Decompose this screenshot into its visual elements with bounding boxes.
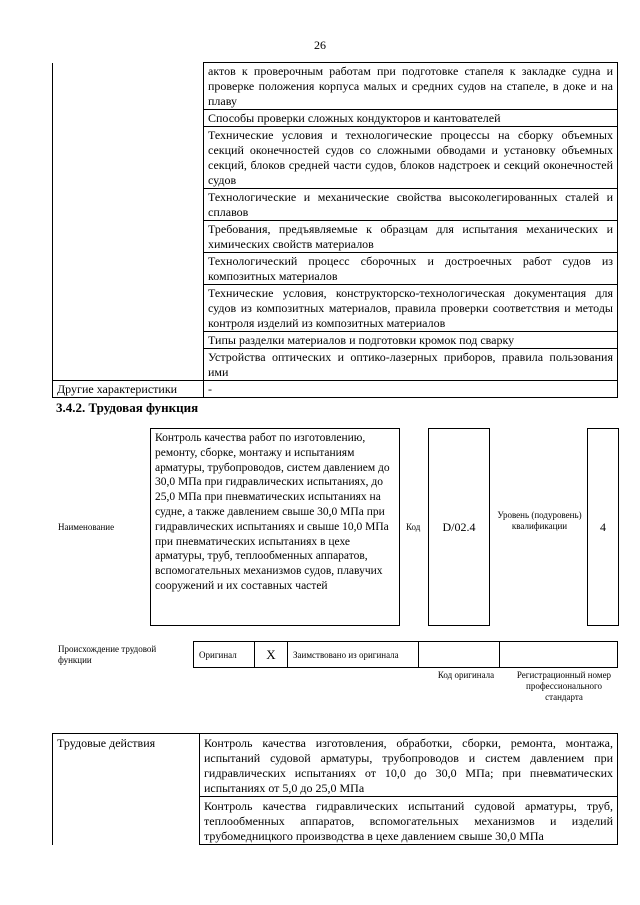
- level-label: Уровень (подуровень) квалификации: [497, 510, 582, 531]
- knowledge-label-cell: [53, 63, 204, 381]
- other-characteristics-value: -: [204, 381, 618, 398]
- code-original-caption: Код оригинала: [437, 670, 495, 680]
- function-name-box: Контроль качества работ по изготовлению, ремонту, сборке, монтажу и испытаниям арматуры, трубопроводов, систем давлением до 30,0 МПа при гидравлических испытаниях, до 25,0 МПа при пневматических испытаниях на судне, а также давлением свыше 30,0 МПа при гидравлических испытаниях и свыше 10,0 МПа при пневматических испытаниях в цехе арматуры, труб, теплообменных аппаратов, вспомогательных механизмов судов, плавучих сооружений и их составных частей: [150, 428, 400, 626]
- reg-number-caption: Регистрационный номер профессионального стандарта: [516, 670, 612, 702]
- knowledge-table: [52, 62, 618, 398]
- code-original-cell: [419, 642, 500, 668]
- knowledge-row: Технические условия и технологические процессы на сборку объемных секций оконечностей судов со сложными обводами и установку объемных секций, блоков средней части судов, блоков надстроек и секций оконечностей судов: [204, 127, 618, 189]
- other-characteristics-label: Другие характеристики: [53, 381, 204, 398]
- code-label: Код: [406, 522, 421, 532]
- original-mark: X: [255, 642, 288, 668]
- function-code-value: D/02.4: [442, 519, 476, 534]
- knowledge-row: Устройства оптических и оптико-лазерных приборов, правила пользования ими: [204, 349, 618, 381]
- knowledge-row: Технические условия, конструкторско-технологическая документация для судов из композитных материалов, правила проверки соответствия и методы контроля изделий из композитных материалов: [204, 285, 618, 332]
- reg-number-cell: [500, 642, 618, 668]
- function-code-box: [428, 428, 490, 626]
- action-row: Контроль качества изготовления, обработки, сборки, ремонта, монтажа, испытаний судовой арматуры, трубопроводов и систем давлением при гидравлических испытаниях от 10,0 до 30,0 МПа; при пневматических испытаниях от 5,0 до 25,0 МПа: [200, 734, 618, 797]
- knowledge-row: Требования, предъявляемые к образцам для испытания механических и химических свойств материалов: [204, 221, 618, 253]
- origin-table: [193, 641, 618, 668]
- actions-table: [52, 733, 618, 845]
- origin-label: Происхождение трудовой функции: [58, 644, 157, 665]
- knowledge-row: Технологический процесс сборочных и достроечных работ судов из композитных материалов: [204, 253, 618, 285]
- name-label: Наименование: [58, 522, 115, 532]
- knowledge-row: Способы проверки сложных кондукторов и кантователей: [204, 110, 618, 127]
- level-box: [587, 428, 619, 626]
- borrowed-label: Заимствовано из оригинала: [288, 642, 419, 668]
- knowledge-row: Типы разделки материалов и подготовки кромок под сварку: [204, 332, 618, 349]
- level-value: 4: [600, 519, 606, 534]
- page-number: 26: [314, 38, 326, 52]
- section-heading: 3.4.2. Трудовая функция: [56, 400, 199, 415]
- action-row: Контроль качества гидравлических испытаний судовой арматуры, труб, теплообменных аппаратов, вспомогательных механизмов и изделий трубомедницкого производства в цехе давлением свыше 30,0 МПа: [200, 797, 618, 845]
- knowledge-row: актов к проверочным работам при подготовке стапеля к закладке судна и проверке положения корпуса малых и средних судов на стапеле, в доке и на плаву: [204, 63, 618, 110]
- knowledge-row: Технологические и механические свойства высоколегированных сталей и сплавов: [204, 189, 618, 221]
- original-label: Оригинал: [194, 642, 255, 668]
- actions-label: Трудовые действия: [53, 734, 200, 845]
